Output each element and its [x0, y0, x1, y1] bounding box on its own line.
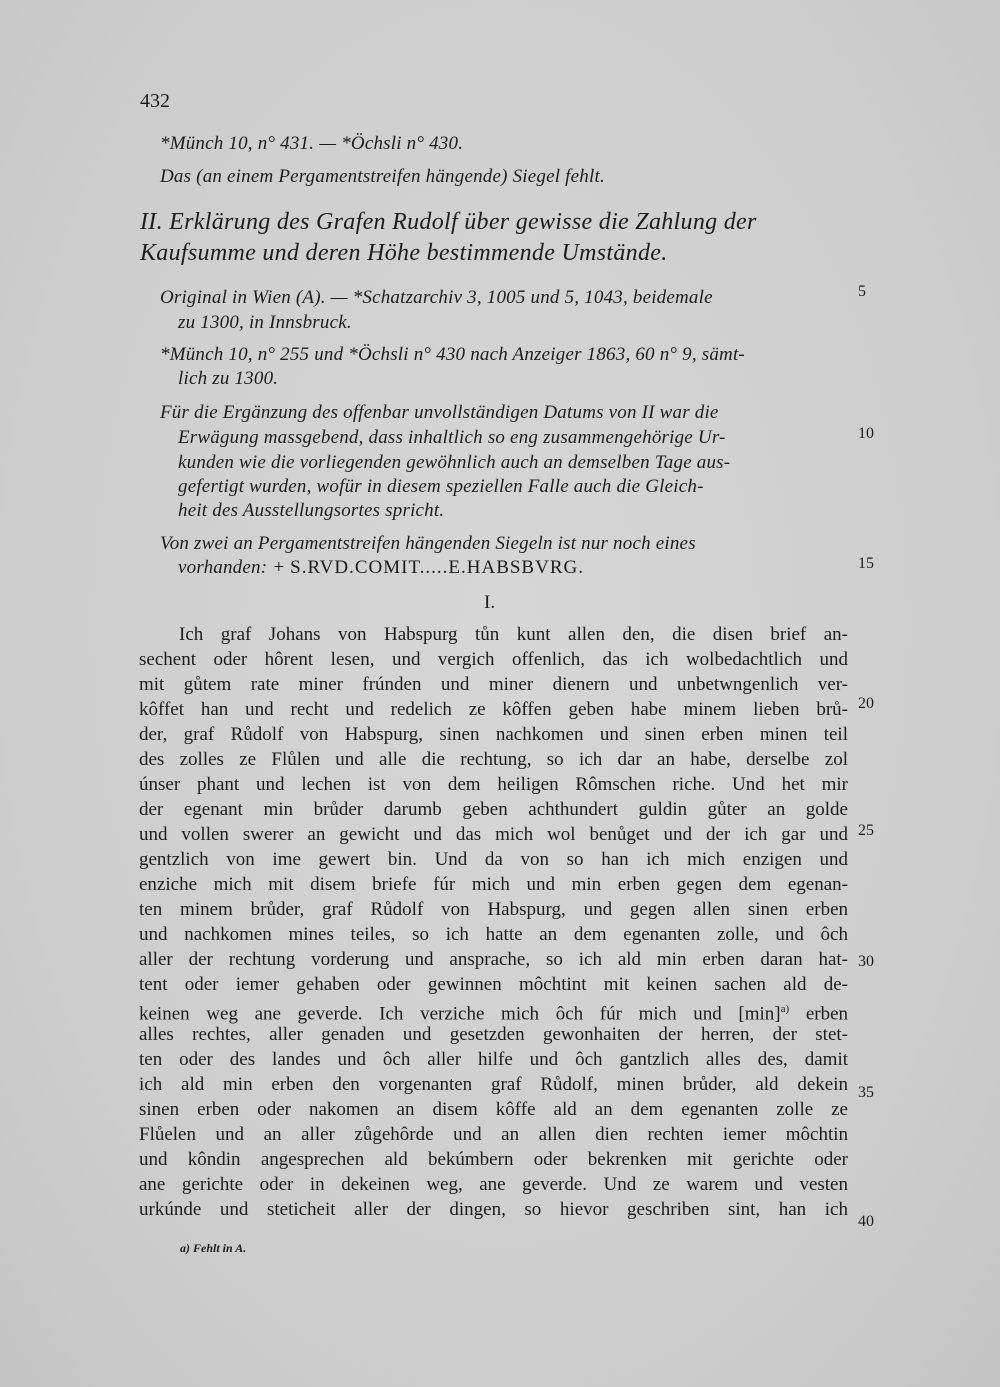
section-heading-line-1: II. Erklärung des Grafen Rudolf über gewisse die Zahlung der [140, 209, 757, 235]
note-line: zu 1300, in Innsbruck. [178, 312, 352, 333]
body-line: urkúnde und steticheit aller der dingen, so hievor geschriben sint, han ich [139, 1199, 848, 1220]
body-line: enziche mich mit disem briefe fúr mich und min erben gegen dem egenan- [139, 874, 848, 895]
body-line: ten minem brůder, graf Růdolf von Habspurg, und gegen allen sinen erben [139, 899, 848, 920]
line-number: 15 [858, 555, 874, 572]
body-line: der egenant min brůder darumb geben achthundert guldin gůter an golde [139, 799, 848, 820]
seal-inscription: S.RVD.COMIT.....E.HABSBVRG. [290, 557, 584, 578]
body-line: tent oder iemer gehaben oder gewinnen môchtint mit keinen sachen ald de- [139, 974, 848, 995]
body-line: únser phant und lechen ist von dem heiligen Rômschen riche. Und het mir [139, 774, 848, 795]
line-number: 25 [858, 822, 874, 839]
note-line: gefertigt wurden, wofür in diesem speziellen Falle auch die Gleich- [178, 476, 704, 497]
note-line: lich zu 1300. [178, 368, 279, 389]
body-line: aller der rechtung vorderung und ansprache, so ich ald min erben daran hat- [139, 949, 848, 970]
body-line-text: keinen weg ane geverde. Ich verziche mich ôch fúr mich und [min] [139, 1003, 781, 1025]
section-number: I. [484, 592, 496, 613]
body-line: alles rechtes, aller genaden und gesetzden gewonhaiten der herren, der stet- [139, 1024, 848, 1045]
note-line: heit des Ausstellungsortes spricht. [178, 500, 445, 521]
page-number: 432 [140, 90, 170, 112]
footnote-reference: a) [780, 1003, 790, 1015]
body-line: kôffet han und recht und redelich ze kôffen geben habe minem lieben brů- [139, 699, 848, 720]
note-line: *Münch 10, n° 255 und *Öchsli n° 430 nach Anzeiger 1863, 60 n° 9, sämt- [160, 344, 745, 365]
line-number: 5 [858, 283, 866, 300]
body-line: sechent oder hôrent lesen, und vergich offenlich, das ich wolbedachtlich und [139, 649, 848, 670]
seal-intro: vorhanden: + [178, 557, 286, 578]
note-line: kunden wie die vorliegenden gewöhnlich auch an demselben Tage aus- [178, 452, 731, 473]
body-line: und kôndin angesprechen ald bekúmbern oder bekrenken mit gerichte oder [139, 1149, 848, 1170]
line-number: 30 [858, 953, 874, 970]
body-line: und vollen swerer an gewicht und das mich wol benůget und der ich gar und [139, 824, 848, 845]
body-line: mit gůtem rate miner frúnden und miner dienern und unbetwngenlich ver- [139, 674, 848, 695]
body-line: ich ald min erben den vorgenanten graf Růdolf, minen brůder, ald dekein [139, 1074, 848, 1095]
note-line: Für die Ergänzung des offenbar unvollständigen Datums von II war die [160, 402, 719, 423]
body-line-tail: erben [805, 1003, 849, 1025]
note-line [178, 557, 584, 579]
footnote: a) Fehlt in A. [180, 1241, 247, 1255]
line-number: 35 [858, 1084, 874, 1101]
line-number: 20 [858, 695, 874, 712]
body-line: des zolles ze Flůlen und alle die rechtung, so ich dar an habe, derselbe zol [139, 749, 848, 770]
body-line: und nachkomen mines teiles, so ich hatte an dem egenanten zolle, und ôch [139, 924, 848, 945]
body-line: Ich graf Johans von Habspurg tůn kunt allen den, die disen brief an- [179, 624, 848, 645]
section-heading-line-2: Kaufsumme und deren Höhe bestimmende Umstände. [140, 240, 668, 266]
body-line: der, graf Růdolf von Habspurg, sinen nachkomen und sinen erben minen teil [139, 724, 848, 745]
body-line: ten oder des landes und ôch aller hilfe und ôch gantzlich alles des, damit [139, 1049, 848, 1070]
note-line: Von zwei an Pergamentstreifen hängenden Siegeln ist nur noch eines [160, 533, 696, 554]
body-line: sinen erben oder nakomen an disem kôffe ald an dem egenanten zolle ze [139, 1099, 848, 1120]
line-number: 40 [858, 1213, 874, 1230]
note-line: Erwägung massgebend, dass inhaltlich so eng zusammengehörige Ur- [178, 427, 726, 448]
references-line: *Münch 10, n° 431. — *Öchsli n° 430. [160, 133, 464, 154]
body-line: Flůelen und an aller zůgehôrde und an allen dien rechten iemer môchtin [139, 1124, 848, 1145]
line-number: 10 [858, 425, 874, 442]
seal-note: Das (an einem Pergamentstreifen hängende) Siegel fehlt. [160, 166, 605, 187]
body-line: gentzlich von ime gewert bin. Und da von so han ich mich enzigen und [139, 849, 848, 870]
note-line: Original in Wien (A). — *Schatzarchiv 3, 1005 und 5, 1043, beidemale [160, 287, 713, 308]
body-line: ane gerichte oder in dekeinen weg, ane geverde. Und ze warem und vesten [139, 1174, 848, 1195]
